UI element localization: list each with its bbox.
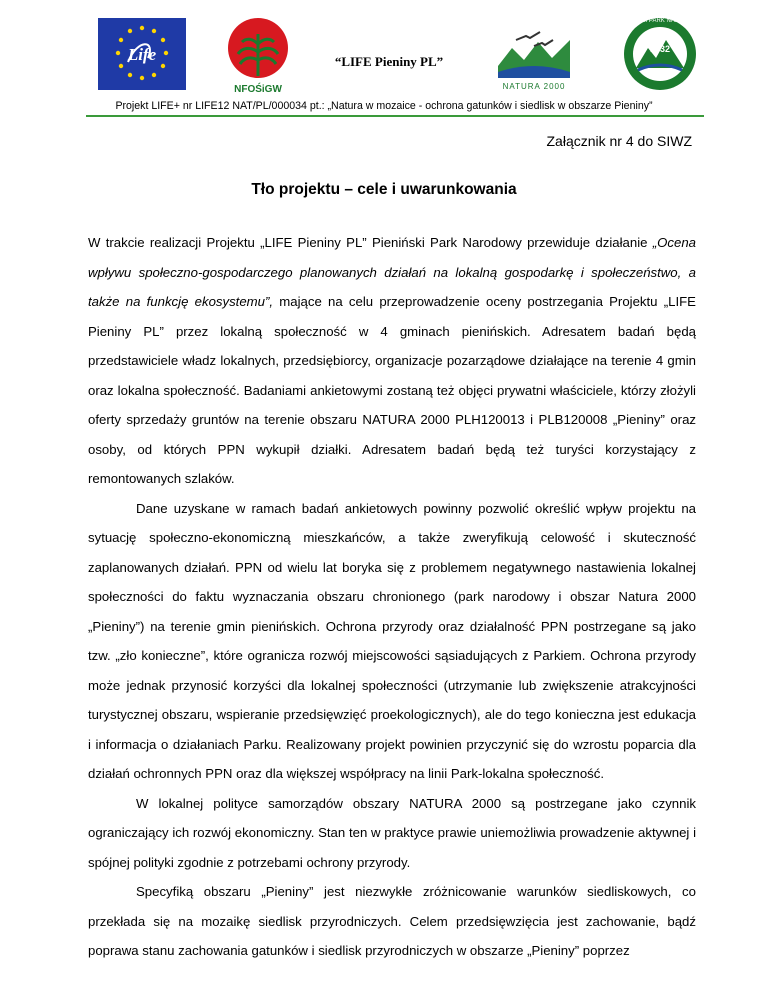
- document-body: [88, 228, 696, 966]
- ppn-logo-text: PIENIŃSKI PARK NARODOWY: [618, 18, 702, 24]
- project-reference-line: Projekt LIFE+ nr LIFE12 NAT/PL/000034 pt.: „Natura w mozaice - ochrona gatunków i siedlisk w obszarze Pieniny”: [115, 100, 653, 112]
- paragraph-1-italic: „Ocena wpływu społeczno-gospodarczego planowanych działań na lokalną gospodarkę i społeczeństwo, a także na funkcję ekosystemu”,: [88, 235, 696, 309]
- page-header: [0, 0, 768, 120]
- paragraph-3: W lokalnej polityce samorządów obszary NATURA 2000 są postrzegane jako czynnik ograniczający ich rozwój ekonomiczny. Stan ten w praktyce prawie uniemożliwia prowadzenie aktywnej i spójnej polityki zgodnie z potrzebami ochrony przyrody.: [88, 795, 696, 870]
- ppn-logo: [618, 14, 702, 94]
- paragraph-2: Dane uzyskane w ramach badań ankietowych powinny pozwolić określić wpływ projektu na sytuację społeczno-ekonomiczną mieszkańców, a także zweryfikują celowość i skuteczność zaplanowanych działań. PPN od wielu lat boryka się z problemem negatywnego nastawienia lokalnej społeczności do faktu wyznaczania obszaru chronionego (park narodowy i obszar Natura 2000 „Pieniny”) na terenie gmin pienińskich. Ochrona przyrody oraz działalność PPN postrzegane są jako tzw. „zło konieczne”, które ogranicza rozwój miejscowości sąsiadujących z Parkiem. Ochrona przyrody może jednak przynosić korzyści dla lokalnej społeczności (utrzymanie lub zwiększenie atrakcyjności turystycznej obszaru, wspieranie przedsięwzięć proekologicznych), ale do tego konieczna jest edukacja i informacja o działaniach Parku. Realizowany projekt powinien przyczynić się do wzrostu poparcia dla działań ochronnych PPN oraz dla większej współpracy na linii Park-lokalna społeczność.: [88, 500, 696, 781]
- project-title: “LIFE Pieniny PL”: [334, 54, 444, 69]
- natura-2000-logo: [494, 26, 574, 92]
- paragraph-1-rest: mające na celu przeprowadzenie oceny postrzegania Projektu „LIFE Pieniny PL” przez lokalną społeczność w 4 gminach pienińskich. Adresatem badań będą przedstawiciele władz lokalnych, przedsiębiorcy, organizacje pozarządowe działające na terenie 4 gmin oraz lokalna społeczność. Badaniami ankietowymi zostaną też objęci prywatni właściciele, którzy złożyli oferty sprzedaży gruntów na terenie obszaru NATURA 2000 PLH120013 i PLB120008 „Pieniny” oraz osoby, od których PPN wykupił działki. Adresatem badań będą też turyści korzystający z remontowanych szlaków.: [88, 294, 696, 486]
- eu-life-logo-text: Life: [127, 45, 157, 64]
- nfosigw-logo-text: NFOŚiGW: [234, 84, 282, 95]
- ppn-logo-year: 1932: [649, 44, 671, 54]
- paragraph-4: Specyfiką obszaru „Pieniny” jest niezwykłe zróżnicowanie warunków siedliskowych, co przekłada się na mozaikę siedlisk przyrodniczych. Celem przedsięwzięcia jest zachowanie, bądź poprawa stanu zachowania gatunków i siedlisk przyrodniczych w obszarze „Pieniny” poprzez: [88, 884, 696, 958]
- eu-life-logo: [98, 18, 186, 90]
- paragraph-1-intro: W trakcie realizacji Projektu „LIFE Pieniny PL” Pieniński Park Narodowy przewiduje działanie: [88, 235, 653, 250]
- document-title: Tło projektu – cele i uwarunkowania: [251, 181, 517, 198]
- paragraph-1: [88, 228, 696, 494]
- natura-2000-logo-text: NATURA 2000: [502, 82, 566, 91]
- annex-label: Załącznik nr 4 do SIWZ: [546, 133, 692, 149]
- nfosigw-logo: [224, 16, 292, 96]
- header-divider: [86, 115, 704, 117]
